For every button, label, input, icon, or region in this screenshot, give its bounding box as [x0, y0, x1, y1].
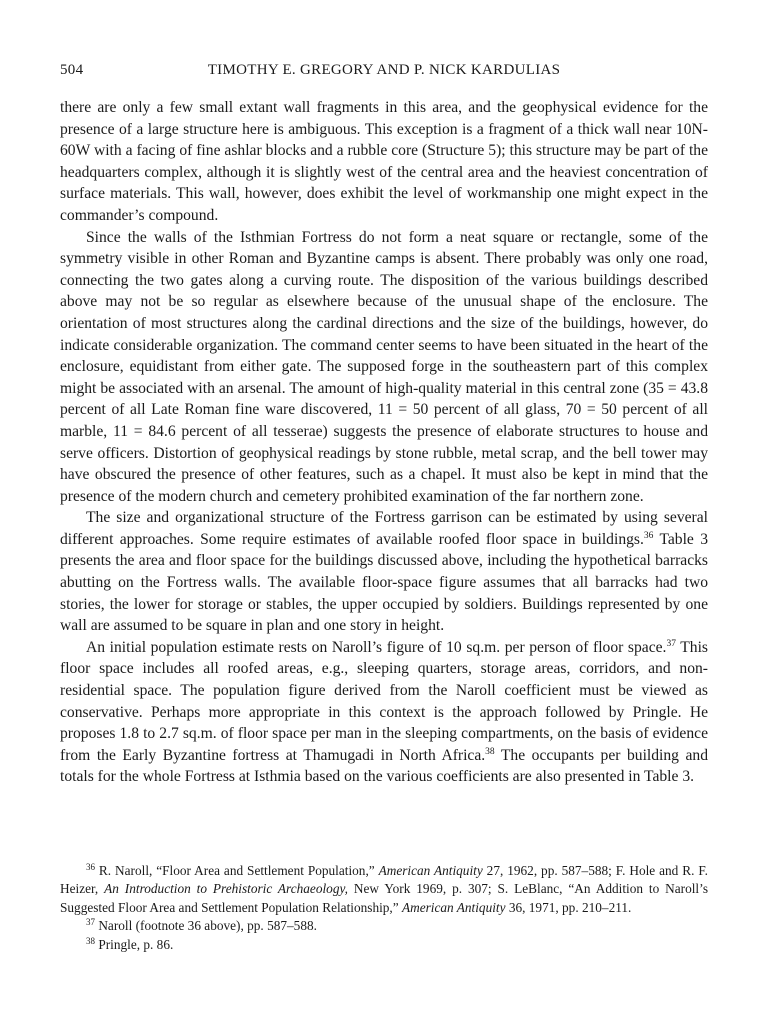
footnote-36-journal-1: American Antiquity — [378, 863, 483, 878]
paragraph-4-text-a: An initial population estimate rests on Naroll’s figure of 10 sq.m. per person of floor space. — [86, 638, 667, 656]
footnote-ref-37[interactable]: 37 — [666, 638, 676, 649]
footnote-ref-38[interactable]: 38 — [485, 746, 495, 757]
footnote-38 — [60, 936, 708, 954]
footnote-36-number: 36 — [86, 862, 95, 872]
footnote-36-journal-2: American Antiquity — [401, 899, 506, 915]
paragraph-3-text-b: Table 3 presents the area and floor space for the buildings discussed above, including the hypothetical barracks abutting on the Fortress walls. The available floor-space figure assumes that all barracks had two stories, the lower for storage or stables, the upper occupied by soldiers. Buildings represented by one wall are assumed to be square in plan and one story in height. — [60, 530, 708, 635]
page-number: 504 — [60, 62, 84, 78]
footnote-36-text-e: New York 1969, p. 307; S. LeBlanc, “An Addition to Naroll’s Suggested Floor Area and Settlement Population Relationship,” — [60, 881, 708, 915]
page-header — [60, 62, 708, 82]
footnote-37-text: Naroll (footnote 36 above), pp. 587–588. — [95, 918, 317, 934]
footnote-38-number: 38 — [86, 935, 95, 946]
paragraph-4-text-b: This floor space includes all roofed areas, e.g., sleeping quarters, storage areas, corridors, and non-residential space. The population figure derived from the Naroll coefficient must be viewed as conservative. Perhaps more appropriate in this context is the approach followed by Pringle. He proposes 1.8 to 2.7 sq.m. of floor space per man in the sleeping compartments, on the basis of evidence from the Early Byzantine fortress at Thamugadi in North Africa. — [60, 638, 708, 764]
footnote-ref-36[interactable]: 36 — [643, 530, 654, 541]
footnotes — [60, 862, 708, 954]
footnote-37 — [60, 917, 708, 935]
body-text — [60, 97, 708, 788]
paragraph-2: Since the walls of the Isthmian Fortress do not form a neat square or rectangle, some of the symmetry visible in other Roman and Byzantine camps is absent. There probably was only one road, connecting the two gates along a curving route. The disposition of the various buildings described above may not be so regular as elsewhere because of the unusual shape of the enclosure. The orientation of most structures along the cardinal directions and the size of the buildings, however, do indicate considerable organization. The command center seems to have been situated in the heart of the enclosure, equidistant from either gate. The supposed forge in the southeastern part of this complex might be associated with an arsenal. The amount of high-quality material in this central zone (35 = 43.8 percent of all Late Roman fine ware discovered, 11 = 50 percent of all glass, 70 = 50 percent of all marble, 11 = 84.6 percent of all tesserae) suggests the presence of elaborate structures to house and serve officers. Distortion of geophysical readings by stone rubble, metal scrap, and the bell tower may have obscured the presence of other features, such as a chapel. It must also be kept in mind that the presence of the modern church and cemetery prohibited examination of the far northern zone. — [60, 228, 708, 505]
footnote-36-text-g: 36, 1971, pp. 210–211. — [505, 899, 632, 915]
footnote-36-book-title: An Introduction to Prehistoric Archaeology, — [104, 881, 348, 897]
footnote-36-text-c: 27, 1962, pp. 587–588; F. Hole and R. F. Heizer, — [60, 863, 709, 897]
footnote-37-number: 37 — [86, 917, 95, 928]
paragraph-4 — [60, 637, 708, 788]
paragraph-1: there are only a few small extant wall fragments in this area, and the geophysical evidence for the presence of a large structure here is ambiguous. This exception is a fragment of a thick wall near 10N-60W with a facing of fine ashlar blocks and a rubble core (Structure 5); this structure may be part of the headquarters complex, although it is slightly west of the central area and the heaviest concentration of surface materials. This wall, however, does exhibit the level of workmanship one might expect in the commander’s compound. — [60, 99, 708, 224]
running-head: TIMOTHY E. GREGORY AND P. NICK KARDULIAS — [207, 62, 561, 78]
footnote-36 — [60, 862, 708, 917]
paragraph-4-text-c: The occupants per building and totals for the whole Fortress at Isthmia based on the various coefficients are also presented in Table 3. — [60, 746, 708, 786]
footnote-38-text: Pringle, p. 86. — [95, 936, 174, 952]
footnote-36-text-a: R. Naroll, “Floor Area and Settlement Population,” — [95, 863, 379, 878]
paragraph-3-text-a: The size and organizational structure of the Fortress garrison can be estimated by using several different approaches. Some require estimates of available roofed floor space in buildings. — [60, 509, 708, 548]
paragraph-3 — [60, 507, 708, 637]
